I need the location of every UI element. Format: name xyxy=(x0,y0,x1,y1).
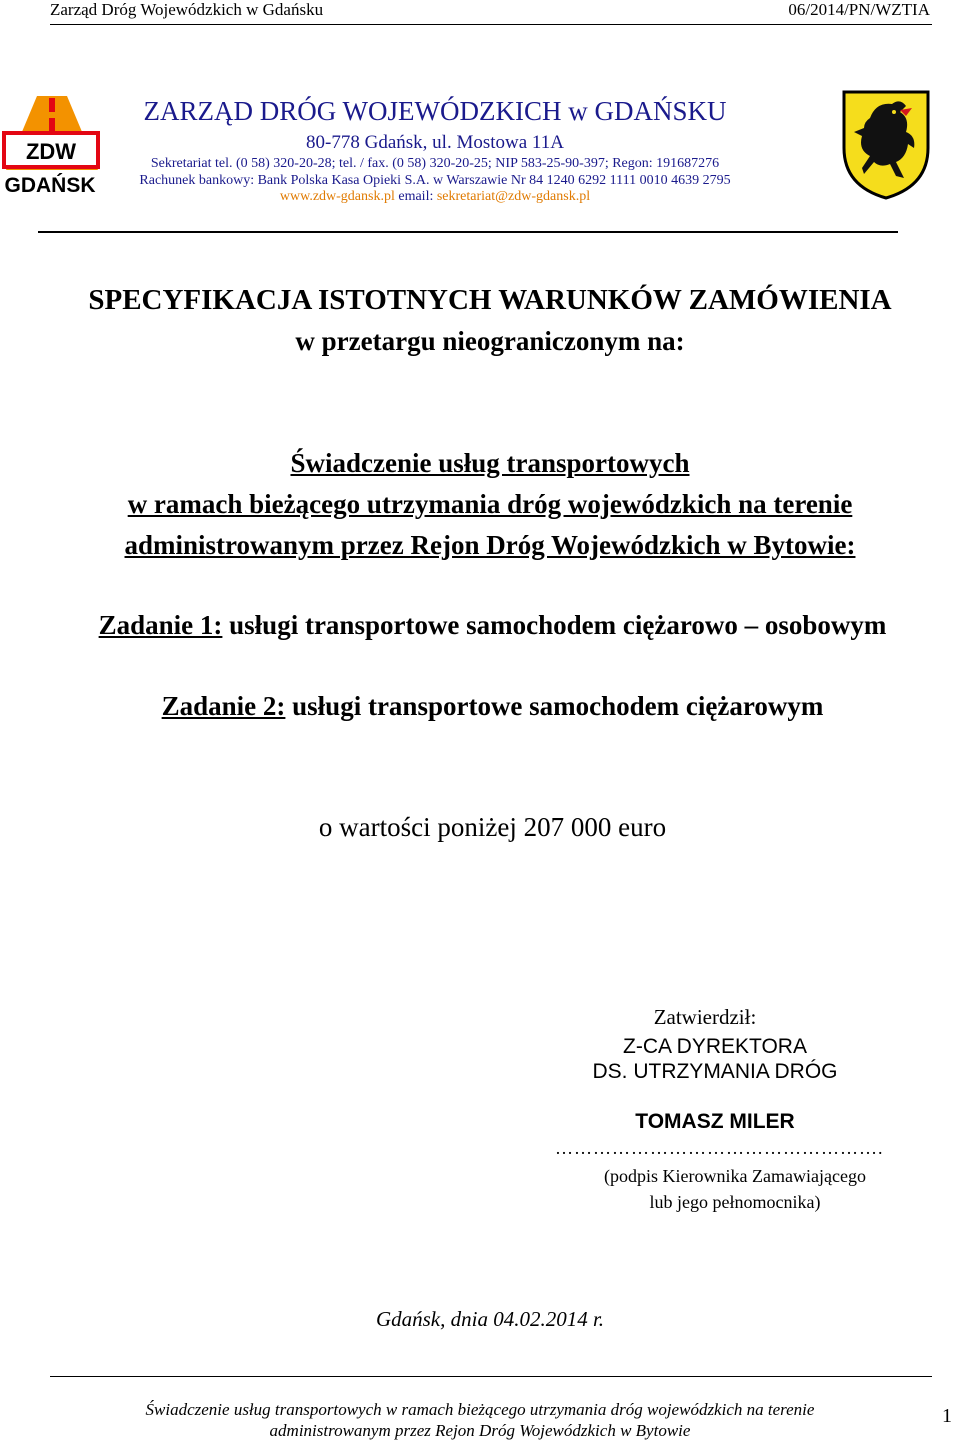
road-stripe xyxy=(49,98,55,112)
task-2 xyxy=(0,691,960,722)
header-right: 06/2014/PN/WZTIA xyxy=(788,0,930,19)
org-contact: Sekretariat tel. (0 58) 320-20-28; tel. / fax. (0 58) 320-20-25; NIP 583-25-90-397; Regon: 191687276 xyxy=(150,156,720,171)
footer-line-1: Świadczenie usług transportowych w ramach bieżącego utrzymania dróg wojewódzkich na terenie xyxy=(145,1400,815,1419)
pomorskie-crest xyxy=(840,88,932,200)
footer-rule xyxy=(50,1376,932,1377)
logo-city: GDAŃSK xyxy=(4,174,96,197)
org-name: ZARZĄD DRÓG WOJEWÓDZKICH w GDAŃSKU xyxy=(143,96,727,126)
logo-abbr: ZDW xyxy=(25,139,77,164)
griffin-icon xyxy=(840,88,932,200)
zdw-logo-graphic xyxy=(0,88,104,198)
doc-title: SPECYFIKACJA ISTOTNYCH WARUNKÓW ZAMÓWIENIA xyxy=(88,284,892,316)
footer-line-2: administrowanym przez Rejon Dróg Wojewódzkich w Bytowie xyxy=(269,1421,691,1440)
zdw-logo xyxy=(0,88,104,198)
task-2-label: Zadanie 2: xyxy=(161,691,286,721)
email-link[interactable]: sekretariat@zdw-gdansk.pl xyxy=(436,189,591,204)
signature-note-1: (podpis Kierownika Zamawiającego xyxy=(604,1166,866,1186)
subject-line-1: Świadczenie usług transportowych xyxy=(290,448,690,478)
task-1-text: usługi transportowe samochodem ciężarowo – osobowym xyxy=(222,610,887,640)
header-divider xyxy=(38,231,898,233)
signature-note-2: lub jego pełnomocnika) xyxy=(649,1192,821,1212)
org-web-line xyxy=(130,189,740,205)
page-number: 1 xyxy=(942,1405,952,1427)
signature-line: ……………………………………………. xyxy=(555,1138,884,1158)
approval-role-1: Z-CA DYREKTORA xyxy=(623,1035,807,1058)
email-label: email: xyxy=(398,189,434,204)
doc-subtitle: w przetargu nieograniczonym na: xyxy=(295,326,685,356)
header-rule xyxy=(50,24,932,25)
task-1-label: Zadanie 1: xyxy=(98,610,223,640)
header-left: Zarząd Dróg Wojewódzkich w Gdańsku xyxy=(50,0,324,19)
approval-label: Zatwierdził: xyxy=(653,1005,757,1029)
subject-line-3: administrowanym przez Rejon Dróg Wojewódzkich w Bytowie: xyxy=(124,530,856,560)
subject-line-2: w ramach bieżącego utrzymania dróg wojewódzkich na terenie xyxy=(127,489,853,519)
approver-name: TOMASZ MILER xyxy=(635,1110,795,1133)
task-1 xyxy=(0,610,960,641)
road-stripe xyxy=(49,118,55,132)
document-date: Gdańsk, dnia 04.02.2014 r. xyxy=(375,1307,605,1331)
contract-value: o wartości poniżej 207 000 euro xyxy=(318,812,667,842)
org-address: 80-778 Gdańsk, ul. Mostowa 11A xyxy=(306,132,564,153)
website-link[interactable]: www.zdw-gdansk.pl xyxy=(279,189,395,204)
task-2-text: usługi transportowe samochodem ciężarowym xyxy=(285,691,824,721)
org-bank: Rachunek bankowy: Bank Polska Kasa Opieki S.A. w Warszawie Nr 84 1240 6292 1111 0010 4639 2795 xyxy=(139,173,731,188)
approval-role-2: DS. UTRZYMANIA DRÓG xyxy=(592,1060,838,1083)
